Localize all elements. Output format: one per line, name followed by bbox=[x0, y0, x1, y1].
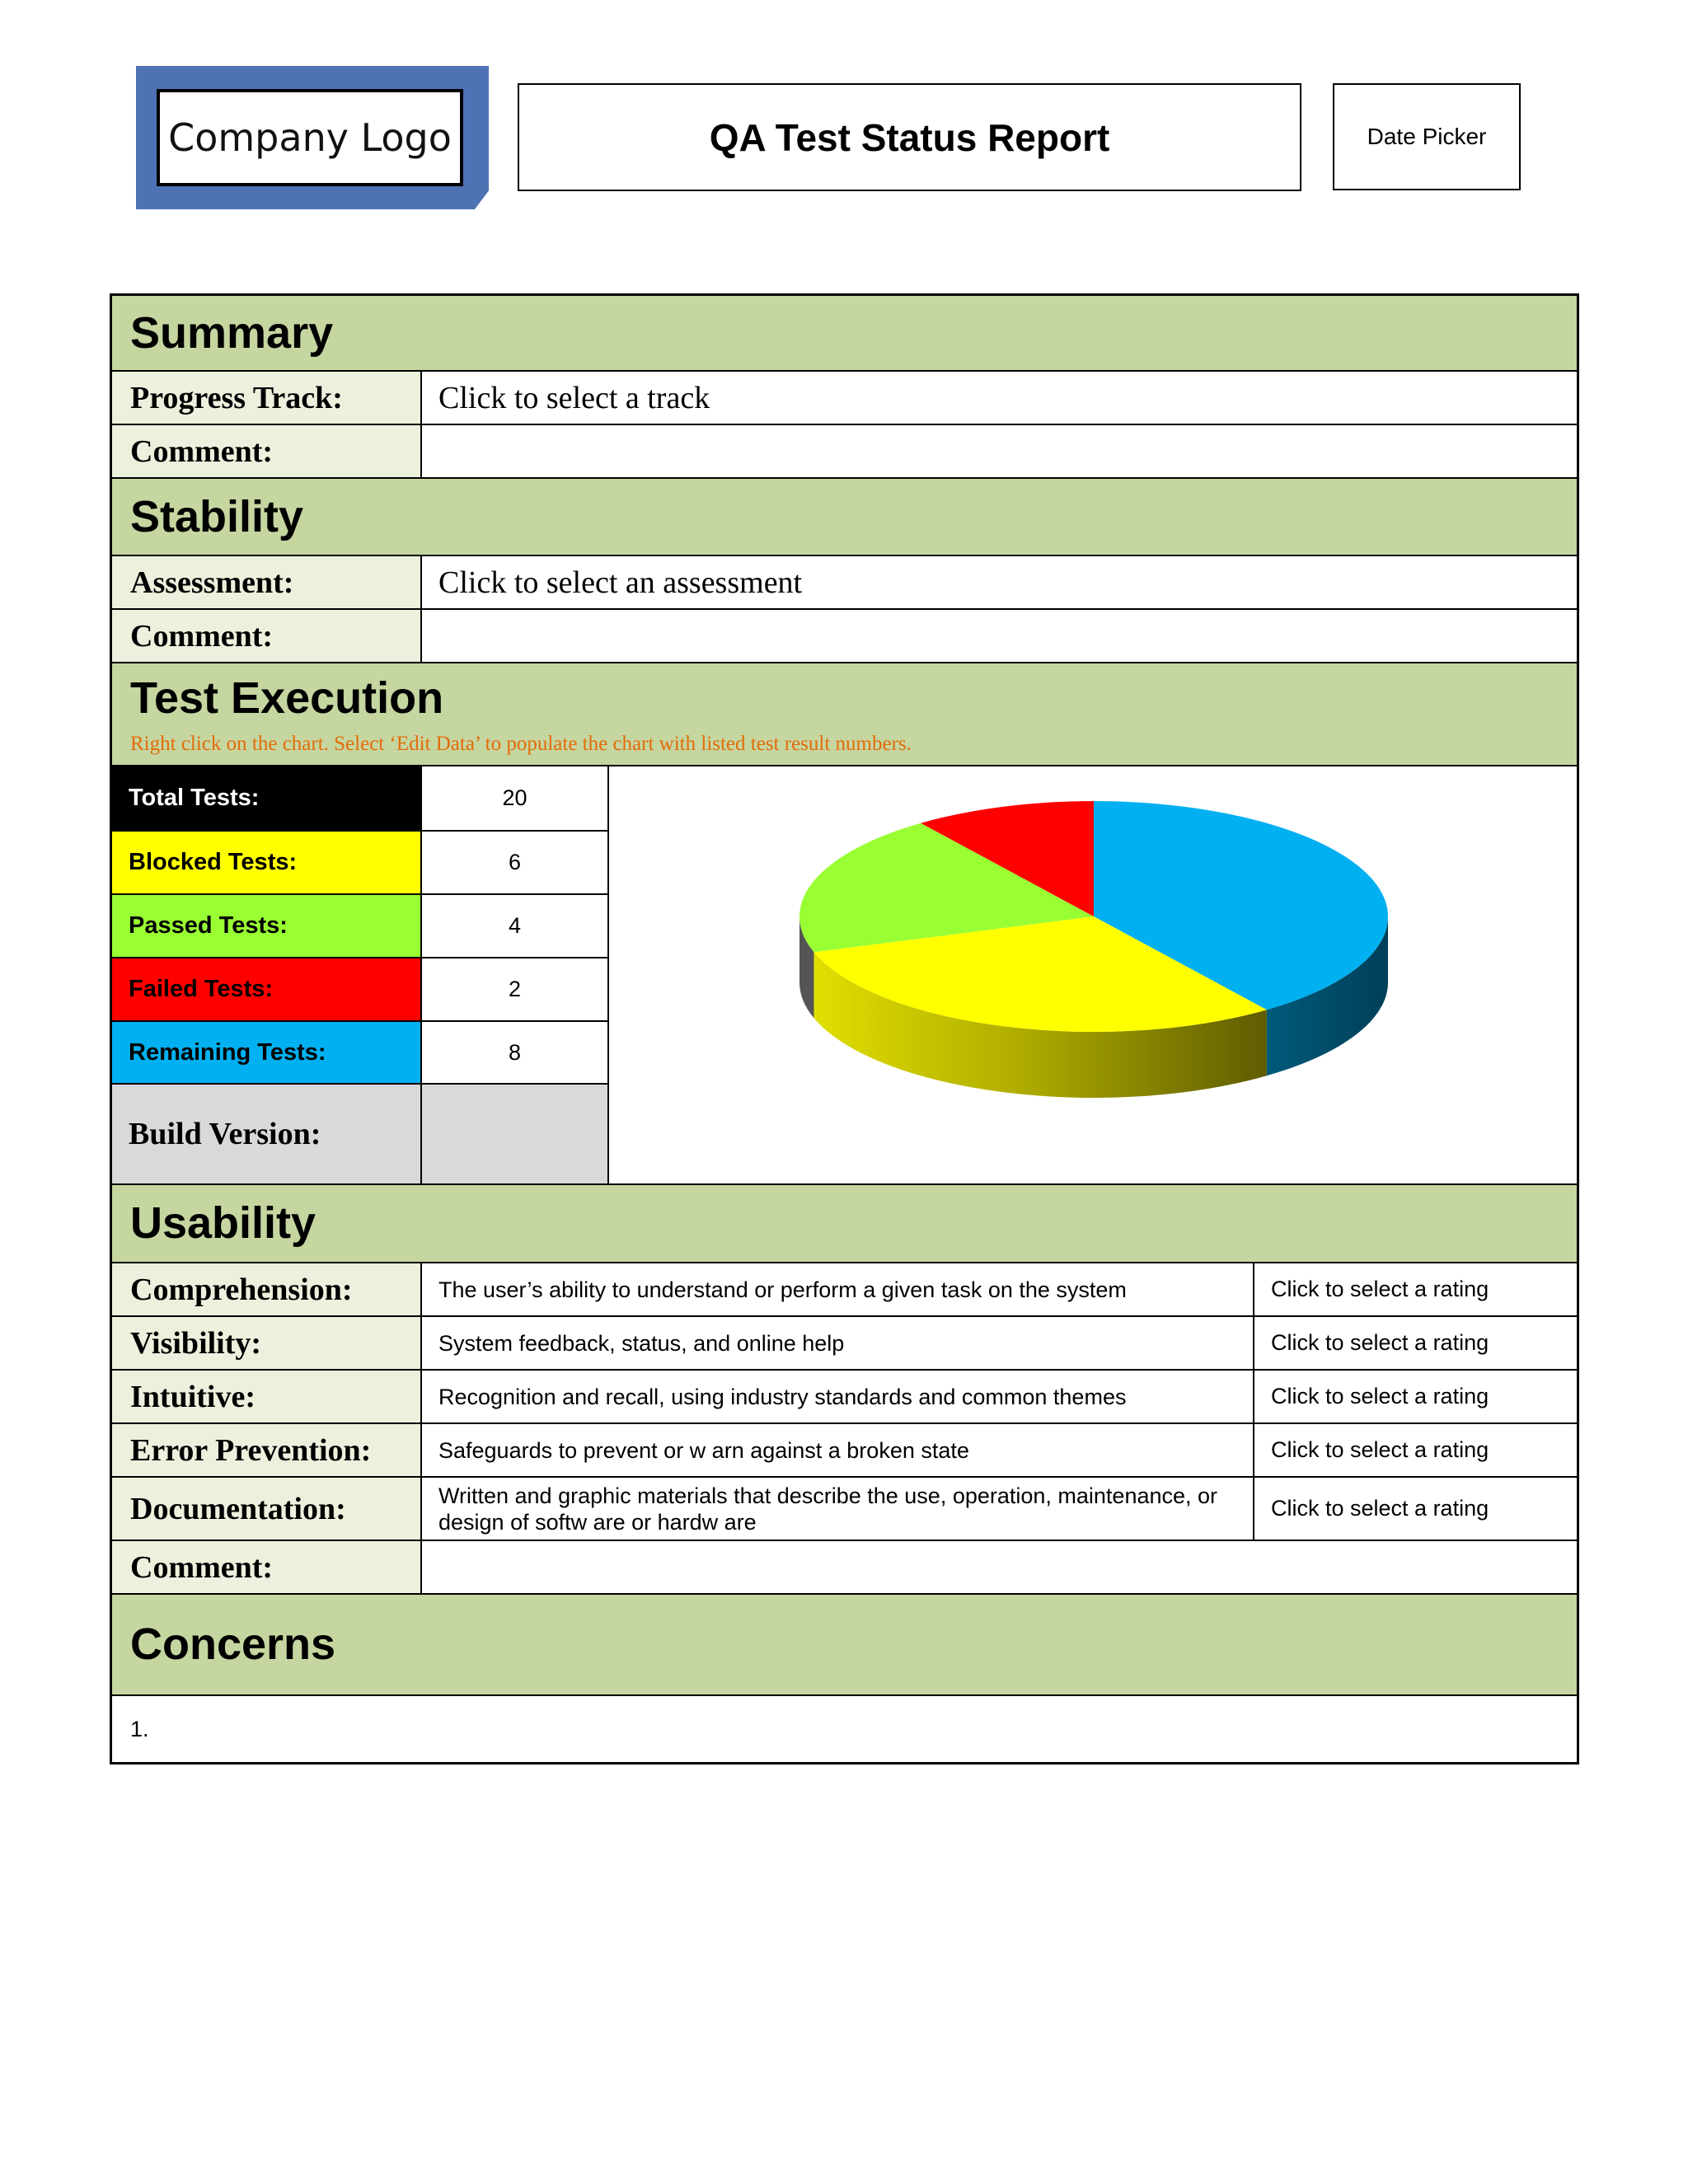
stability-section-header bbox=[112, 479, 1577, 556]
error-prevention-label: Error Prevention: bbox=[112, 1424, 422, 1476]
report-title: QA Test Status Report bbox=[518, 83, 1301, 191]
assessment-select[interactable]: Click to select an assessment bbox=[438, 565, 803, 600]
comprehension-label: Comprehension: bbox=[112, 1263, 422, 1315]
test-count-row bbox=[112, 766, 607, 832]
progress-track-select[interactable]: Click to select a track bbox=[438, 380, 710, 415]
usability-row bbox=[112, 1317, 1577, 1371]
usability-comment-field[interactable] bbox=[422, 1541, 1577, 1593]
comprehension-rating-select[interactable]: Click to select a rating bbox=[1271, 1277, 1489, 1301]
test-results-chart[interactable] bbox=[609, 766, 1577, 1183]
usability-row bbox=[112, 1424, 1577, 1478]
chart-instructions: Right click on the chart. Select ‘Edit Data’ to populate the chart with listed test result numbers. bbox=[130, 733, 912, 755]
error-prevention-description: Safeguards to prevent or w arn against a broken state bbox=[422, 1424, 1254, 1476]
concerns-heading: Concerns bbox=[130, 1619, 336, 1669]
total-tests-value[interactable]: 20 bbox=[502, 785, 528, 810]
concerns-list[interactable] bbox=[112, 1696, 1577, 1762]
assessment-row bbox=[112, 556, 1577, 610]
usability-row bbox=[112, 1478, 1577, 1541]
usability-row bbox=[112, 1371, 1577, 1424]
progress-track-row bbox=[112, 372, 1577, 425]
stability-comment-field[interactable] bbox=[422, 610, 1577, 662]
summary-section-header bbox=[112, 296, 1577, 372]
summary-comment-field[interactable] bbox=[422, 425, 1577, 477]
total-tests-label: Total Tests: bbox=[112, 766, 422, 830]
stability-comment-label: Comment: bbox=[112, 610, 422, 662]
passed-tests-label: Passed Tests: bbox=[112, 895, 422, 957]
comprehension-description: The user’s ability to understand or perform a given task on the system bbox=[422, 1263, 1254, 1315]
test-count-row bbox=[112, 895, 607, 958]
assessment-label: Assessment: bbox=[112, 556, 422, 608]
failed-tests-label: Failed Tests: bbox=[112, 958, 422, 1020]
documentation-description: Written and graphic materials that describe the use, operation, maintenance, or design of softw are or hardw are bbox=[422, 1478, 1254, 1540]
progress-track-label: Progress Track: bbox=[112, 372, 422, 424]
visibility-rating-select[interactable]: Click to select a rating bbox=[1271, 1330, 1489, 1355]
test-execution-section-header bbox=[112, 663, 1577, 766]
summary-heading: Summary bbox=[130, 308, 334, 358]
summary-comment-label: Comment: bbox=[112, 425, 422, 477]
test-count-row bbox=[112, 1022, 607, 1085]
test-execution-body bbox=[112, 766, 1577, 1185]
date-picker[interactable]: Date Picker bbox=[1333, 83, 1521, 190]
stability-comment-row bbox=[112, 610, 1577, 663]
test-count-row bbox=[112, 958, 607, 1022]
passed-tests-value[interactable]: 4 bbox=[508, 913, 522, 938]
concerns-section-header bbox=[112, 1595, 1577, 1696]
failed-tests-value[interactable]: 2 bbox=[508, 977, 522, 1001]
usability-heading: Usability bbox=[130, 1198, 316, 1248]
stability-heading: Stability bbox=[130, 492, 304, 541]
visibility-description: System feedback, status, and online help bbox=[422, 1317, 1254, 1369]
usability-comment-label: Comment: bbox=[112, 1541, 422, 1593]
blocked-tests-label: Blocked Tests: bbox=[112, 832, 422, 893]
usability-comment-row bbox=[112, 1541, 1577, 1595]
build-version-label: Build Version: bbox=[112, 1085, 422, 1183]
usability-row bbox=[112, 1263, 1577, 1317]
test-count-row bbox=[112, 832, 607, 895]
blocked-tests-value[interactable]: 6 bbox=[508, 850, 522, 874]
build-version-field[interactable] bbox=[422, 1085, 607, 1183]
usability-section-header bbox=[112, 1185, 1577, 1263]
intuitive-label: Intuitive: bbox=[112, 1371, 422, 1422]
documentation-rating-select[interactable]: Click to select a rating bbox=[1271, 1496, 1489, 1521]
concern-item[interactable]: 1. bbox=[130, 1716, 149, 1741]
documentation-label: Documentation: bbox=[112, 1478, 422, 1540]
test-counts-panel bbox=[112, 766, 609, 1183]
error-prevention-rating-select[interactable]: Click to select a rating bbox=[1271, 1437, 1489, 1462]
remaining-tests-value[interactable]: 8 bbox=[508, 1039, 522, 1065]
pie-chart[interactable] bbox=[609, 766, 1577, 1182]
remaining-tests-label: Remaining Tests: bbox=[112, 1022, 422, 1083]
visibility-label: Visibility: bbox=[112, 1317, 422, 1369]
summary-comment-row bbox=[112, 425, 1577, 479]
build-version-row bbox=[112, 1085, 607, 1183]
intuitive-description: Recognition and recall, using industry standards and common themes bbox=[422, 1371, 1254, 1422]
report-table bbox=[110, 293, 1579, 1765]
test-execution-heading: Test Execution bbox=[130, 673, 444, 723]
intuitive-rating-select[interactable]: Click to select a rating bbox=[1271, 1384, 1489, 1408]
company-logo: Company Logo bbox=[157, 89, 463, 186]
